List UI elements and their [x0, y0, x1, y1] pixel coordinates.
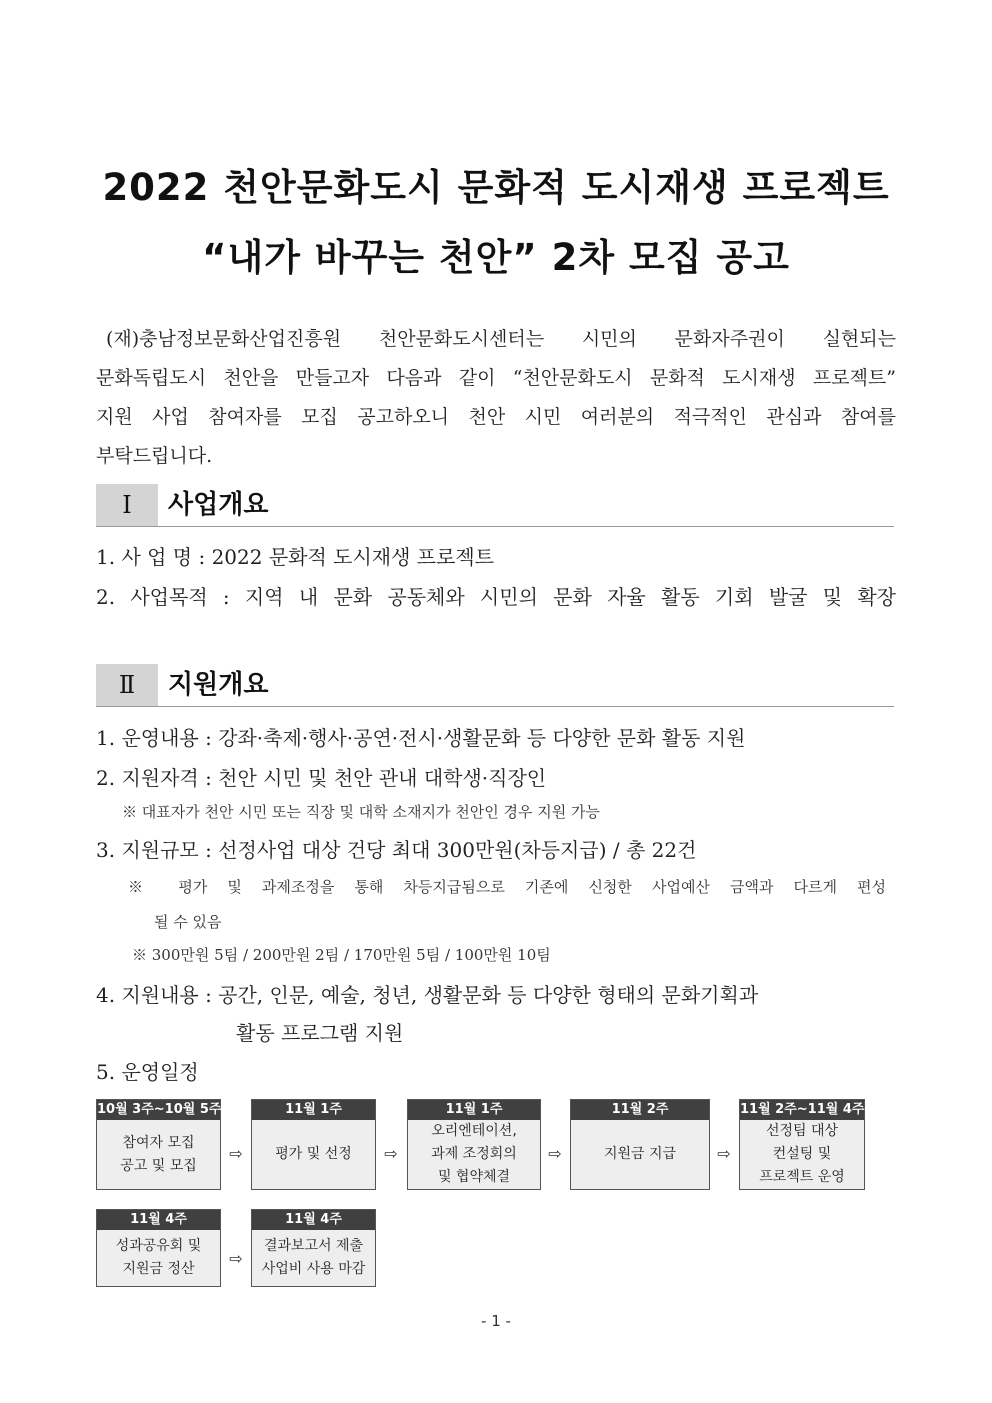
schedule-step-1 [96, 1099, 221, 1190]
schedule-step-text: 사업비 사용 마감 [261, 1261, 366, 1277]
schedule-step-5 [739, 1099, 865, 1190]
schedule-step-period: 11월 2주~11월 4주 [740, 1100, 864, 1120]
document-title-line1: 2022 천안문화도시 문화적 도시재생 프로젝트 [102, 166, 890, 209]
schedule-step-body [97, 1120, 220, 1189]
schedule-step-body [97, 1230, 220, 1286]
schedule-step-text: 성과공유회 및 [115, 1238, 202, 1254]
section1-item-1: 1. 사 업 명 : 2022 문화적 도시재생 프로젝트 [96, 545, 495, 569]
schedule-step-text: 컨설팅 및 [772, 1146, 832, 1162]
section2-note-3b: ※ 300만원 5팀 / 200만원 2팀 / 170만원 5팀 / 100만원 10팀 [132, 946, 551, 964]
section-number: Ⅰ [96, 484, 158, 526]
section2-item-3: 3. 지원규모 : 선정사업 대상 건당 최대 300만원(차등지급) / 총 22건 [96, 838, 697, 862]
section2-item-2: 2. 지원자격 : 천안 시민 및 천안 관내 대학생·직장인 [96, 766, 547, 790]
section2-note-3a-line1: ※ 평가 및 과제조정을 통해 차등지급됨으로 기존에 신청한 사업예산 금액과 다르게 편성 [128, 878, 886, 896]
section2-note-3a-line2: 될 수 있음 [154, 913, 222, 931]
schedule-step-body [740, 1120, 864, 1189]
intro-line: 문화독립도시 천안을 만들고자 다음과 같이 “천안문화도시 문화적 도시재생 프로젝트” [96, 367, 896, 389]
schedule-step-text: 선정팀 대상 [765, 1123, 839, 1139]
section2-item-4-line2: 활동 프로그램 지원 [236, 1021, 404, 1045]
schedule-step-text: 평가 및 선정 [275, 1146, 352, 1162]
schedule-step-text: 공고 및 모집 [120, 1157, 197, 1174]
schedule-step-text: 프로젝트 운영 [759, 1169, 845, 1185]
schedule-step-text: 오리엔테이션, [431, 1123, 517, 1139]
schedule-step-period: 11월 1주 [408, 1100, 540, 1120]
schedule-step-period: 11월 2주 [571, 1100, 709, 1120]
section1-item-2: 2. 사업목적 : 지역 내 문화 공동체와 시민의 문화 자율 활동 기회 발굴 및 확장 [96, 585, 896, 609]
schedule-step-2 [251, 1099, 376, 1190]
schedule-step-body [252, 1120, 375, 1189]
document-title-line2: “내가 바꾸는 천안” 2차 모집 공고 [202, 236, 790, 279]
intro-line: (재)충남정보문화산업진흥원 천안문화도시센터는 시민의 문화자주권이 실현되는 [106, 328, 896, 350]
arrow-right-icon: ⇨ [717, 1144, 731, 1163]
section2-item-5: 5. 운영일정 [96, 1060, 199, 1084]
schedule-step-3 [407, 1099, 541, 1190]
section-heading-1 [96, 484, 894, 527]
schedule-step-period: 11월 4주 [252, 1210, 375, 1230]
arrow-right-icon: ⇨ [229, 1144, 243, 1163]
schedule-step-body [571, 1120, 709, 1189]
arrow-right-icon: ⇨ [229, 1249, 243, 1268]
section2-item-4-line1: 4. 지원내용 : 공간, 인문, 예술, 청년, 생활문화 등 다양한 형태의 문화기획과 [96, 983, 759, 1007]
section-heading-2 [96, 664, 894, 707]
schedule-step-text: 및 협약체결 [437, 1169, 511, 1185]
arrow-right-icon: ⇨ [548, 1144, 562, 1163]
schedule-step-text: 결과보고서 제출 [263, 1238, 364, 1254]
schedule-step-text: 과제 조정회의 [431, 1146, 517, 1162]
schedule-step-period: 11월 1주 [252, 1100, 375, 1120]
page-number: - 1 - [481, 1312, 511, 1330]
section2-note-2: ※ 대표자가 천안 시민 또는 직장 및 대학 소재지가 천안인 경우 지원 가능 [122, 803, 600, 821]
schedule-step-6 [96, 1209, 221, 1287]
intro-line: 지원 사업 참여자를 모집 공고하오니 천안 시민 여러분의 적극적인 관심과 참여를 [96, 406, 896, 428]
arrow-right-icon: ⇨ [384, 1144, 398, 1163]
intro-paragraph [96, 320, 896, 476]
section2-item-1: 1. 운영내용 : 강좌·축제·행사·공연·전시·생활문화 등 다양한 문화 활동 지원 [96, 726, 746, 750]
schedule-step-7 [251, 1209, 376, 1287]
schedule-step-period: 11월 4주 [97, 1210, 220, 1230]
schedule-step-body [408, 1120, 540, 1189]
schedule-step-text: 지원금 정산 [122, 1261, 195, 1277]
section-number: Ⅱ [96, 664, 158, 706]
section-title: 지원개요 [168, 670, 269, 700]
schedule-step-period: 10월 3주~10월 5주 [97, 1100, 220, 1120]
intro-line: 부탁드립니다. [96, 445, 213, 467]
schedule-step-body [252, 1230, 375, 1286]
schedule-step-4 [570, 1099, 710, 1190]
schedule-step-text: 지원금 지급 [603, 1146, 677, 1162]
section-title: 사업개요 [168, 490, 269, 520]
schedule-step-text: 참여자 모집 [122, 1134, 195, 1151]
